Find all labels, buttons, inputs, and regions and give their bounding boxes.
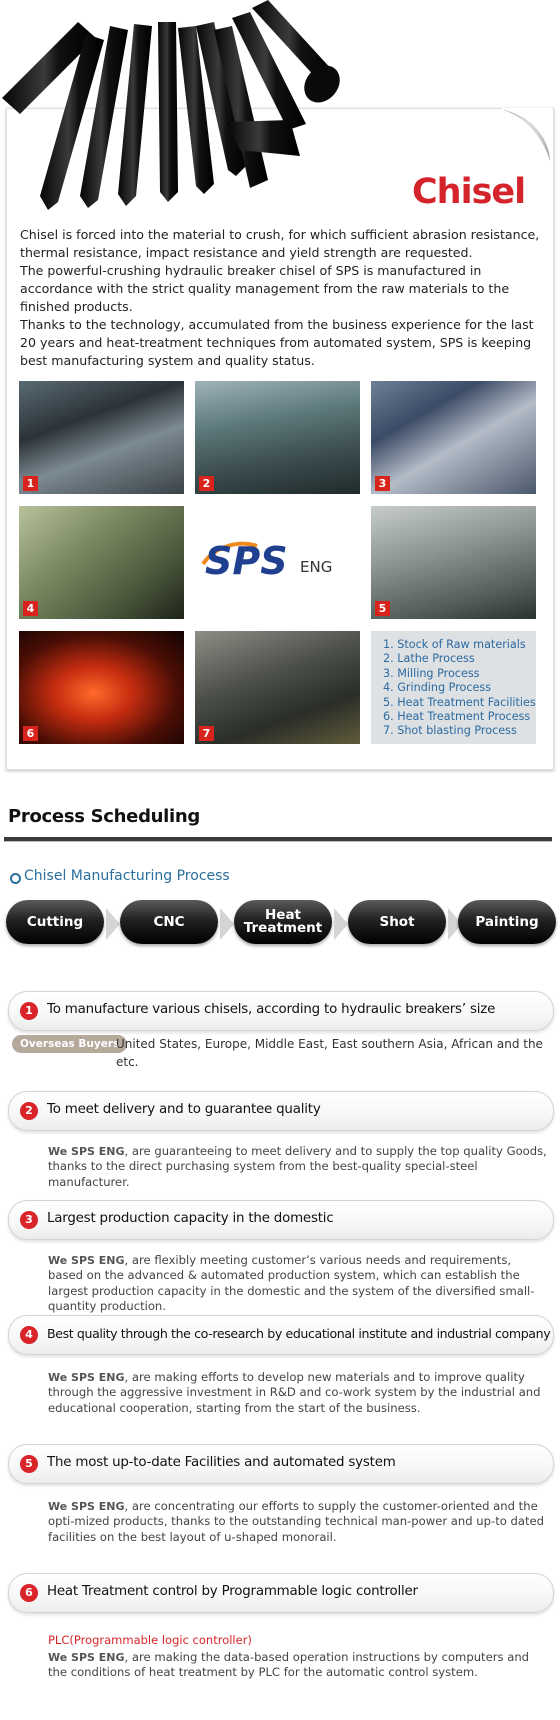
arrow-right-icon bbox=[334, 908, 348, 940]
section-number-badge: 3 bbox=[20, 1211, 38, 1229]
section-body-5 bbox=[48, 1499, 548, 1545]
section-header-3 bbox=[8, 1200, 554, 1240]
company-prefix: We SPS ENG bbox=[48, 1500, 125, 1513]
chisel-title: Chisel bbox=[412, 172, 526, 212]
photo-number-badge: 3 bbox=[375, 476, 390, 491]
section-body-6 bbox=[48, 1650, 548, 1681]
photo-number-badge: 4 bbox=[23, 601, 38, 616]
photo-raw-materials bbox=[19, 381, 184, 494]
section-body-3 bbox=[48, 1253, 548, 1315]
section-title: Heat Treatment control by Programmable logic controller bbox=[47, 1584, 418, 1599]
step-label: Heat bbox=[264, 907, 302, 923]
photo-heat-treatment-facilities bbox=[371, 506, 536, 619]
section-divider-line bbox=[4, 841, 552, 842]
logo-suffix-text: ENG bbox=[300, 558, 333, 576]
photo-number-badge: 1 bbox=[23, 476, 38, 491]
process-list-item: 6. Heat Treatment Process bbox=[383, 710, 531, 724]
process-list-item: 1. Stock of Raw materials bbox=[383, 638, 526, 651]
company-prefix: We SPS ENG bbox=[48, 1254, 125, 1267]
intro-text bbox=[20, 226, 540, 370]
photo-number-badge: 7 bbox=[199, 726, 214, 741]
section-header-1 bbox=[8, 991, 554, 1031]
section-title: To manufacture various chisels, according to hydraulic breakers’ size bbox=[47, 1002, 496, 1017]
process-list-item: 5. Heat Treatment Facilities bbox=[383, 695, 536, 709]
intro-paragraph: Chisel is forced into the material to crush, for which sufficient abrasion resistance, thermal resistance, impact resistance and yield strength are requested. bbox=[20, 227, 540, 260]
section-title: To meet delivery and to guarantee quality bbox=[47, 1102, 321, 1117]
body-text: , are making efforts to develop new materials and to improve quality through the aggressive investment in R&D and co-work system by the industrial and educational cooperation, starting from the start of the business. bbox=[48, 1370, 541, 1415]
step-cnc bbox=[120, 900, 218, 944]
step-label-line2: Treatment bbox=[243, 920, 323, 936]
plc-label: PLC(Programmable logic controller) bbox=[48, 1633, 252, 1647]
section-header-4 bbox=[8, 1315, 554, 1355]
photo-shot-blasting bbox=[195, 631, 360, 744]
bullet-circle-icon bbox=[10, 873, 21, 884]
arrow-right-icon bbox=[220, 908, 234, 940]
logo-brand-text: SPS bbox=[205, 539, 288, 583]
photo-lathe-process bbox=[195, 381, 360, 494]
company-prefix: We SPS ENG bbox=[48, 1145, 125, 1158]
step-label: Shot bbox=[379, 913, 415, 930]
section-number-badge: 4 bbox=[20, 1326, 38, 1344]
section-title: Best quality through the co-research by educational institute and industrial company bbox=[47, 1326, 551, 1341]
photo-grinding-process bbox=[19, 506, 184, 619]
company-prefix: We SPS ENG bbox=[48, 1371, 125, 1384]
section-title: Largest production capacity in the domestic bbox=[47, 1211, 334, 1226]
section-header-2 bbox=[8, 1091, 554, 1131]
body-text: , are flexibly meeting customer’s various needs and requirements, based on the advanced & automated production system, which can establish the largest production capacity in the domestic and the system of the diversified small-quantity production. bbox=[48, 1253, 535, 1314]
sps-eng-logo bbox=[195, 506, 360, 619]
step-label: Cutting bbox=[26, 913, 84, 930]
chisels-hero-image bbox=[0, 0, 400, 220]
step-heat-treatment bbox=[234, 900, 332, 944]
photo-heat-treatment-process bbox=[19, 631, 184, 744]
process-list-item: 4. Grinding Process bbox=[383, 681, 492, 695]
company-prefix: We SPS ENG bbox=[48, 1651, 125, 1664]
process-list-item: 7. Shot blasting Process bbox=[383, 724, 517, 738]
photo-milling-process bbox=[371, 381, 536, 494]
chisel-process-subtitle: Chisel Manufacturing Process bbox=[24, 868, 230, 884]
section-title: The most up-to-date Facilities and automated system bbox=[47, 1455, 396, 1470]
section-number-badge: 2 bbox=[20, 1102, 38, 1120]
section-number-badge: 5 bbox=[20, 1455, 38, 1473]
section-header-5 bbox=[8, 1444, 554, 1484]
section-body-2 bbox=[48, 1144, 548, 1190]
body-text: , are making the data-based operation instructions by computers and the conditions of heat treatment by PLC for the automatic control system. bbox=[48, 1650, 530, 1680]
photo-number-badge: 2 bbox=[199, 476, 214, 491]
section-number-badge: 6 bbox=[20, 1584, 38, 1602]
overseas-buyers-text: United States, Europe, Middle East, East southern Asia, African and the etc. bbox=[116, 1037, 543, 1069]
step-painting bbox=[458, 900, 556, 944]
process-scheduling-title: Process Scheduling bbox=[8, 806, 201, 827]
process-list-item: 3. Milling Process bbox=[383, 666, 480, 680]
step-shot bbox=[348, 900, 446, 944]
intro-paragraph: Thanks to the technology, accumulated from the business experience for the last 20 years and heat-treatment techniques from automated system, SPS is keeping best manufacturing system and quality status. bbox=[20, 317, 534, 368]
photo-number-badge: 5 bbox=[375, 601, 390, 616]
step-cutting bbox=[6, 900, 104, 944]
photo-number-badge: 6 bbox=[23, 726, 38, 741]
process-list bbox=[371, 631, 536, 739]
body-text: , are concentrating our efforts to supply the customer-oriented and the opti-mized products, thanks to the outstanding technical man-power and up-to dated facilities on the best layout of u-shaped monorail. bbox=[48, 1499, 545, 1544]
section-body-4 bbox=[48, 1370, 548, 1416]
process-list-item: 2. Lathe Process bbox=[383, 652, 475, 666]
process-list-box bbox=[371, 631, 536, 744]
arrow-right-icon bbox=[106, 908, 120, 940]
section-number-badge: 1 bbox=[20, 1002, 38, 1020]
intro-paragraph: The powerful-crushing hydraulic breaker chisel of SPS is manufactured in accordance with the strict quality management from the raw materials to the finished products. bbox=[20, 263, 510, 314]
body-text: , are guaranteeing to meet delivery and to supply the top quality Goods, thanks to the direct purchasing system from the best-quality special-steel manufacturer. bbox=[48, 1144, 547, 1189]
step-label: Painting bbox=[475, 913, 539, 930]
step-label: CNC bbox=[153, 913, 185, 930]
page-curl-icon bbox=[502, 108, 552, 164]
section-header-6 bbox=[8, 1573, 554, 1613]
overseas-buyers-badge: Overseas Buyers bbox=[12, 1035, 127, 1053]
